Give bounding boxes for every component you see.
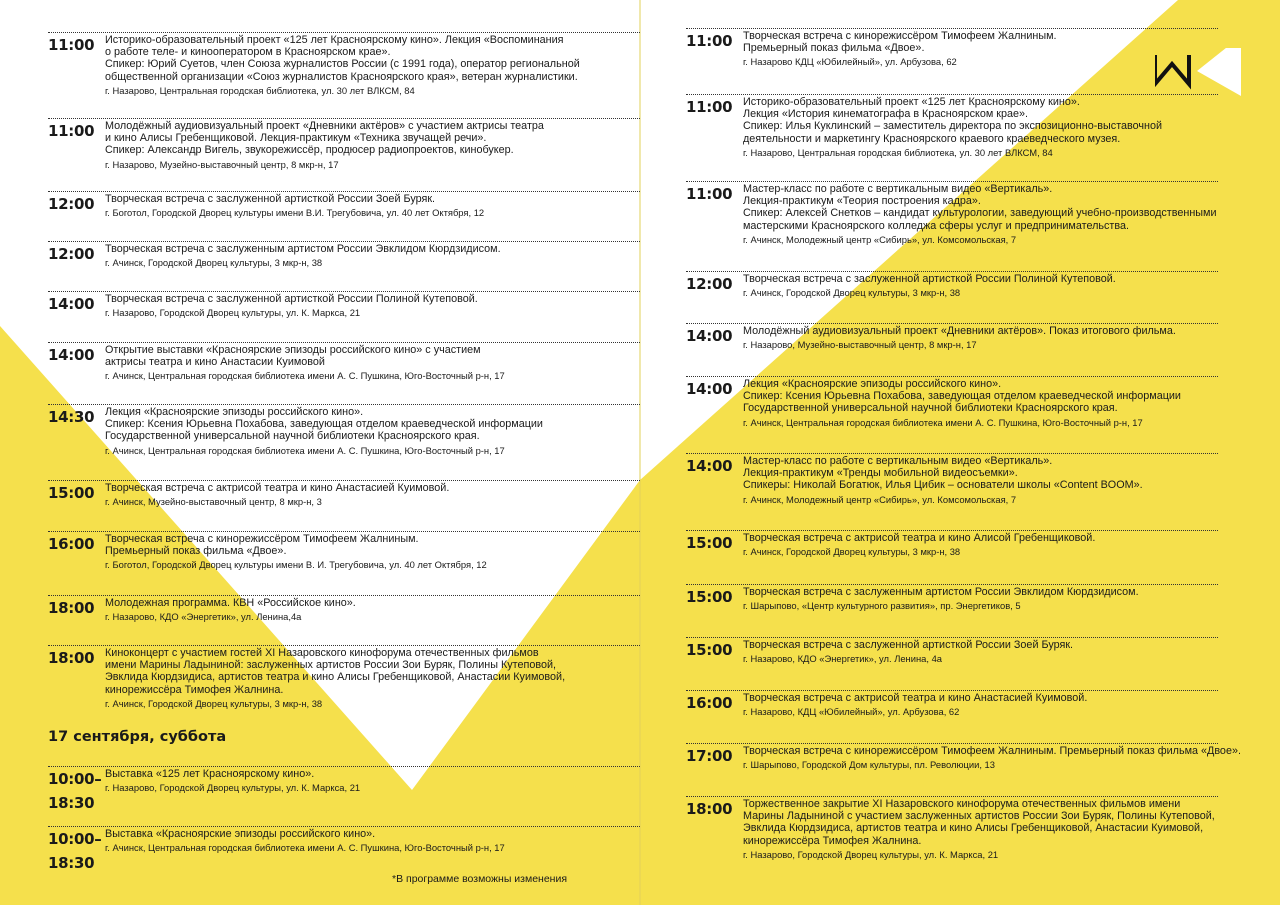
event-text-line: Творческая встреча с заслуженной артисткой России Зоей Буряк. bbox=[105, 193, 436, 205]
event-text-line: Творческая встреча с заслуженной артисткой России Полиной Кутеповой. bbox=[105, 293, 478, 305]
event-time-line: 14:00 bbox=[48, 346, 95, 364]
entry-separator bbox=[686, 323, 1218, 324]
event-location: г. Назарово, Центральная городская библиотека, ул. 30 лет ВЛКСМ, 84 bbox=[105, 84, 415, 96]
event-time bbox=[48, 344, 94, 366]
entry-separator bbox=[48, 595, 640, 596]
event-text-line: Спикеры: Николай Богатюк, Илья Цибик – основатели школы «Content BOOM». bbox=[743, 479, 1143, 492]
event-location: г. Назарово, Музейно-выставочный центр, 8 мкр-н, 17 bbox=[743, 339, 977, 351]
entry-separator bbox=[48, 766, 640, 767]
entry-separator bbox=[48, 32, 640, 33]
entry-separator bbox=[686, 94, 1218, 95]
event-location: г. Назарово, КДО «Энергетик», ул. Ленина,4а bbox=[105, 611, 302, 623]
event-text-line: о работе теле- и кинооператором в Красноярском крае». bbox=[105, 46, 391, 59]
event-text-line: Молодёжный аудиовизуальный проект «Дневники актёров». Показ итогового фильма. bbox=[743, 325, 1176, 337]
event-text-line: Государственной универсальной научной библиотеки Красноярского края. bbox=[743, 402, 1118, 415]
event-time bbox=[48, 482, 94, 504]
event-text-line: Лекция-практикум «Теория построения кадра». bbox=[743, 195, 981, 208]
event-time-line: 14:00 bbox=[48, 295, 95, 313]
event-description bbox=[743, 455, 1143, 506]
event-time bbox=[48, 120, 94, 142]
event-location: г. Ачинск, Молодежный центр «Сибирь», ул. Комсомольская, 7 bbox=[743, 493, 1017, 505]
event-location: г. Назарово, КДЦ «Юбилейный», ул. Арбузова, 62 bbox=[743, 706, 960, 718]
event-time-line: 12:00 bbox=[686, 275, 733, 293]
event-text-line: деятельности и маркетингу Красноярского краевого краеведческого музея. bbox=[743, 132, 1121, 145]
event-description bbox=[105, 193, 484, 219]
event-time-line: 18:00 bbox=[686, 800, 733, 818]
event-text-line: Спикер: Ксения Юрьевна Похабова, заведующая отделом краеведческой информации bbox=[105, 418, 543, 431]
entry-separator bbox=[48, 404, 640, 405]
event-description bbox=[105, 533, 487, 572]
event-time bbox=[686, 532, 732, 554]
entry-separator bbox=[48, 191, 640, 192]
event-text-line: Торжественное закрытие XI Назаровского кинофорума отечественных фильмов имени bbox=[743, 798, 1181, 810]
event-time bbox=[686, 745, 732, 767]
event-location: г. Ачинск, Центральная городская библиотека имени А. С. Пушкина, Юго-Восточный р-н, 17 bbox=[105, 370, 505, 382]
event-time bbox=[686, 183, 732, 205]
event-location: г. Назарово, Городской Дворец культуры, ул. К. Маркса, 21 bbox=[743, 848, 999, 860]
event-location: г. Ачинск, Центральная городская библиотека имени А. С. Пушкина, Юго-Восточный р-н, 17 bbox=[743, 416, 1143, 428]
entry-separator bbox=[686, 530, 1218, 531]
event-text-line: Открытие выставки «Красноярские эпизоды российского кино» с участием bbox=[105, 344, 481, 356]
event-description bbox=[105, 293, 478, 319]
event-time-line: 18:00 bbox=[48, 649, 95, 667]
event-text-line: мастерскими Красноярского колледжа сферы услуг и предпринимательства. bbox=[743, 219, 1129, 232]
entry-separator bbox=[48, 531, 640, 532]
event-text-line: Лекция-практикум «Тренды мобильной видеосъемки». bbox=[743, 467, 1018, 480]
event-time bbox=[48, 828, 101, 874]
event-description bbox=[743, 183, 1217, 246]
event-location: г. Ачинск, Городской Дворец культуры, 3 мкр-н, 38 bbox=[105, 257, 323, 269]
event-location: г. Ачинск, Молодежный центр «Сибирь», ул. Комсомольская, 7 bbox=[743, 233, 1017, 245]
event-time-line: 15:00 bbox=[686, 588, 733, 606]
event-description bbox=[743, 586, 1139, 612]
event-description bbox=[105, 406, 543, 457]
event-time-line: 18:00 bbox=[48, 599, 95, 617]
entry-separator bbox=[686, 376, 1218, 377]
event-time bbox=[48, 533, 94, 555]
event-time-line: 11:00 bbox=[48, 122, 95, 140]
event-time bbox=[48, 34, 94, 56]
event-text-line: Историко-образовательный проект «125 лет Красноярскому кино». bbox=[743, 96, 1080, 108]
event-description bbox=[105, 344, 505, 383]
event-text-line: Историко-образовательный проект «125 лет Красноярскому кино». Лекция «Воспоминания bbox=[105, 34, 564, 46]
event-time-line: 14:00 bbox=[686, 380, 733, 398]
event-time-line: 18:30 bbox=[48, 854, 95, 872]
event-text-line: Спикер: Ксения Юрьевна Похабова, заведующая отделом краеведческой информации bbox=[743, 390, 1181, 403]
entry-separator bbox=[686, 584, 1218, 585]
event-text-line: Спикер: Илья Куклинский – заместитель директора по экспозиционно-выставочной bbox=[743, 120, 1163, 133]
event-time bbox=[686, 455, 732, 477]
entry-separator bbox=[686, 690, 1218, 691]
entry-separator bbox=[48, 118, 640, 119]
event-text-line: Киноконцерт с участием гостей XI Назаровского кинофорума отечественных фильмов bbox=[105, 647, 539, 659]
event-location: г. Ачинск, Городской Дворец культуры, 3 мкр-н, 38 bbox=[105, 697, 323, 709]
event-time bbox=[48, 768, 101, 814]
entry-separator bbox=[686, 743, 1218, 744]
event-time bbox=[48, 193, 94, 215]
event-text-line: Творческая встреча с заслуженной артисткой России Зоей Буряк. bbox=[743, 639, 1074, 651]
event-text-line: Премьерный показ фильма «Двое». bbox=[743, 42, 925, 55]
event-time-line: 11:00 bbox=[48, 36, 95, 54]
event-text-line: и кино Алисы Гребенщиковой. Лекция-практикум «Техника звучащей речи». bbox=[105, 132, 487, 145]
event-time bbox=[686, 325, 732, 347]
entry-separator bbox=[686, 28, 1218, 29]
event-time-line: 11:00 bbox=[686, 32, 733, 50]
event-description bbox=[743, 532, 1095, 558]
event-text-line: Лекция «Красноярские эпизоды российского кино». bbox=[743, 378, 1002, 390]
event-time-line: 15:00 bbox=[686, 534, 733, 552]
event-time-line: 14:00 bbox=[686, 457, 733, 475]
event-text-line: Мастер-класс по работе с вертикальным видео «Вертикаль». bbox=[743, 183, 1053, 195]
event-time-line: 12:00 bbox=[48, 195, 95, 213]
event-time bbox=[686, 586, 732, 608]
event-time-line: 12:00 bbox=[48, 245, 95, 263]
event-text-line: Премьерный показ фильма «Двое». bbox=[105, 545, 287, 558]
event-time-line: 16:00 bbox=[686, 694, 733, 712]
event-text-line: Выставка «Красноярские эпизоды российского кино». bbox=[105, 828, 376, 840]
event-location: г. Назарово, КДО «Энергетик», ул. Ленина, 4а bbox=[743, 653, 943, 665]
event-time-line: 11:00 bbox=[686, 185, 733, 203]
event-location: г. Ачинск, Городской Дворец культуры, 3 мкр-н, 38 bbox=[743, 287, 961, 299]
event-description bbox=[105, 34, 580, 97]
event-text-line: Творческая встреча с заслуженным артистом России Эвклидом Кюрдзидисом. bbox=[743, 586, 1139, 598]
event-description bbox=[743, 639, 1073, 665]
event-location: г. Назарово, Городской Дворец культуры, ул. К. Маркса, 21 bbox=[105, 782, 361, 794]
event-location: г. Ачинск, Музейно-выставочный центр, 8 мкр-н, 3 bbox=[105, 496, 322, 508]
event-text-line: Творческая встреча с заслуженным артистом России Эвклидом Кюрдзидисом. bbox=[105, 243, 501, 255]
event-time-line: 14:00 bbox=[686, 327, 733, 345]
event-text-line: Лекция «История кинематографа в Красноярском крае». bbox=[743, 108, 1028, 121]
event-description bbox=[105, 120, 544, 171]
event-time-line: 18:30 bbox=[48, 794, 95, 812]
event-text-line: Мастер-класс по работе с вертикальным видео «Вертикаль». bbox=[743, 455, 1053, 467]
event-location: г. Шарыпово, Городской Дом культуры, пл. Революции, 13 bbox=[743, 759, 995, 771]
event-location: г. Ачинск, Центральная городская библиотека имени А. С. Пушкина, Юго-Восточный р-н, 17 bbox=[105, 842, 505, 854]
day-heading: 17 сентября, суббота bbox=[48, 729, 227, 745]
event-time bbox=[48, 293, 94, 315]
event-location: г. Боготол, Городской Дворец культуры имени В.И. Трегубовича, ул. 40 лет Октября, 12 bbox=[105, 207, 485, 219]
event-text-line: Творческая встреча с актрисой театра и кино Алисой Гребенщиковой. bbox=[743, 532, 1096, 544]
event-text-line: Выставка «125 лет Красноярскому кино». bbox=[105, 768, 315, 780]
entry-separator bbox=[48, 241, 640, 242]
event-location: г. Ачинск, Городской Дворец культуры, 3 мкр-н, 38 bbox=[743, 546, 961, 558]
program-changes-note: *В программе возможны изменения bbox=[392, 873, 568, 885]
event-description bbox=[743, 692, 1087, 718]
event-text-line: Творческая встреча с кинорежиссёром Тимофеем Жалниным. bbox=[743, 30, 1057, 42]
entry-separator bbox=[48, 342, 640, 343]
event-description bbox=[743, 745, 1241, 771]
event-text-line: Марины Ладыниной с участием заслуженных артистов России Зои Буряк, Полины Кутеповой, bbox=[743, 810, 1215, 823]
event-text-line: Спикер: Юрий Суетов, член Союза журналистов России (с 1991 года), оператор региональной bbox=[105, 58, 580, 71]
event-time bbox=[686, 798, 732, 820]
event-time bbox=[686, 378, 732, 400]
event-description bbox=[105, 597, 356, 623]
entry-separator bbox=[686, 637, 1218, 638]
event-text-line: Спикер: Алексей Снетков – кандидат культурологии, заведующий учебно-производственными bbox=[743, 207, 1217, 220]
event-text-line: Государственной универсальной научной библиотеки Красноярского края. bbox=[105, 430, 480, 443]
event-time bbox=[686, 96, 732, 118]
event-text-line: Эвклида Кюрдзидиса, артистов театра и кино Алисы Гребенщиковой, Анастасии Куимовой, bbox=[105, 671, 566, 684]
entry-separator bbox=[686, 271, 1218, 272]
event-location: г. Шарыпово, «Центр культурного развития», пр. Энергетиков, 5 bbox=[743, 600, 1021, 612]
event-time-line: 15:00 bbox=[48, 484, 95, 502]
event-description bbox=[743, 273, 1116, 299]
event-description bbox=[105, 482, 449, 508]
event-location: г. Назарово, Центральная городская библиотека, ул. 30 лет ВЛКСМ, 84 bbox=[743, 146, 1053, 158]
event-text-line: Эвклида Кюрдзидиса, артистов театра и кино Алисы Гребенщиковой, Анастасии Куимовой, bbox=[743, 822, 1204, 835]
event-text-line: Лекция «Красноярские эпизоды российского кино». bbox=[105, 406, 364, 418]
event-text-line: общественной организации «Союз журналистов Красноярского края», ветеран журналистики. bbox=[105, 70, 578, 83]
event-time-line: 16:00 bbox=[48, 535, 95, 553]
event-location: г. Назарово, Городской Дворец культуры, ул. К. Маркса, 21 bbox=[105, 307, 361, 319]
event-description bbox=[105, 828, 505, 854]
event-time-line: 17:00 bbox=[686, 747, 733, 765]
event-time-line: 10:00– bbox=[48, 830, 102, 848]
event-description bbox=[743, 325, 1176, 351]
event-location: г. Боготол, Городской Дворец культуры имени В. И. Трегубовича, ул. 40 лет Октября, 12 bbox=[105, 559, 487, 571]
event-text-line: кинорежиссёра Тимофея Жалнина. bbox=[743, 834, 922, 847]
event-description bbox=[105, 243, 501, 269]
event-time bbox=[686, 273, 732, 295]
event-description bbox=[743, 798, 1215, 861]
event-location: г. Назарово КДЦ «Юбилейный», ул. Арбузова, 62 bbox=[743, 56, 957, 68]
entry-separator bbox=[48, 480, 640, 481]
event-text-line: Творческая встреча с актрисой театра и кино Анастасией Куимовой. bbox=[105, 482, 450, 494]
event-text-line: Творческая встреча с кинорежиссёром Тимофеем Жалниным. Премьерный показ фильма «Двое». bbox=[743, 745, 1241, 757]
event-text-line: имени Марины Ладыниной: заслуженных артистов России Зои Буряк, Полины Кутеповой, bbox=[105, 659, 556, 672]
event-time bbox=[686, 639, 732, 661]
event-time bbox=[686, 692, 732, 714]
event-text-line: Молодёжный аудиовизуальный проект «Дневники актёров» с участием актрисы театра bbox=[105, 120, 544, 132]
event-location: г. Назарово, Музейно-выставочный центр, 8 мкр-н, 17 bbox=[105, 158, 339, 170]
event-time bbox=[48, 406, 94, 428]
event-description bbox=[105, 647, 565, 710]
event-time-line: 11:00 bbox=[686, 98, 733, 116]
event-description bbox=[743, 378, 1181, 429]
event-description bbox=[743, 30, 1057, 69]
right-page bbox=[640, 0, 1280, 905]
event-time bbox=[686, 30, 732, 52]
entry-separator bbox=[686, 796, 1218, 797]
event-text-line: Творческая встреча с кинорежиссёром Тимофеем Жалниным. bbox=[105, 533, 419, 545]
entry-separator bbox=[48, 645, 640, 646]
event-text-line: актрисы театра и кино Анастасии Куимовой bbox=[105, 356, 325, 369]
event-description bbox=[743, 96, 1162, 159]
event-time bbox=[48, 243, 94, 265]
entry-separator bbox=[686, 453, 1218, 454]
event-description bbox=[105, 768, 360, 794]
entry-separator bbox=[48, 826, 640, 827]
entry-separator bbox=[48, 291, 640, 292]
event-time-line: 14:30 bbox=[48, 408, 95, 426]
event-text-line: Молодежная программа. КВН «Российское кино». bbox=[105, 597, 356, 609]
event-text-line: кинорежиссёра Тимофея Жалнина. bbox=[105, 683, 284, 696]
event-time-line: 10:00– bbox=[48, 770, 102, 788]
event-text-line: Творческая встреча с заслуженной артисткой России Полиной Кутеповой. bbox=[743, 273, 1116, 285]
event-time-line: 15:00 bbox=[686, 641, 733, 659]
entry-separator bbox=[686, 181, 1218, 182]
m-logo-icon bbox=[1155, 48, 1245, 98]
event-location: г. Ачинск, Центральная городская библиотека имени А. С. Пушкина, Юго-Восточный р-н, 17 bbox=[105, 444, 505, 456]
event-time bbox=[48, 647, 94, 669]
event-text-line: Спикер: Александр Вигель, звукорежиссёр, продюсер радиопроектов, кинобукер. bbox=[105, 144, 514, 157]
event-text-line: Творческая встреча с актрисой театра и кино Анастасией Куимовой. bbox=[743, 692, 1088, 704]
event-time bbox=[48, 597, 94, 619]
